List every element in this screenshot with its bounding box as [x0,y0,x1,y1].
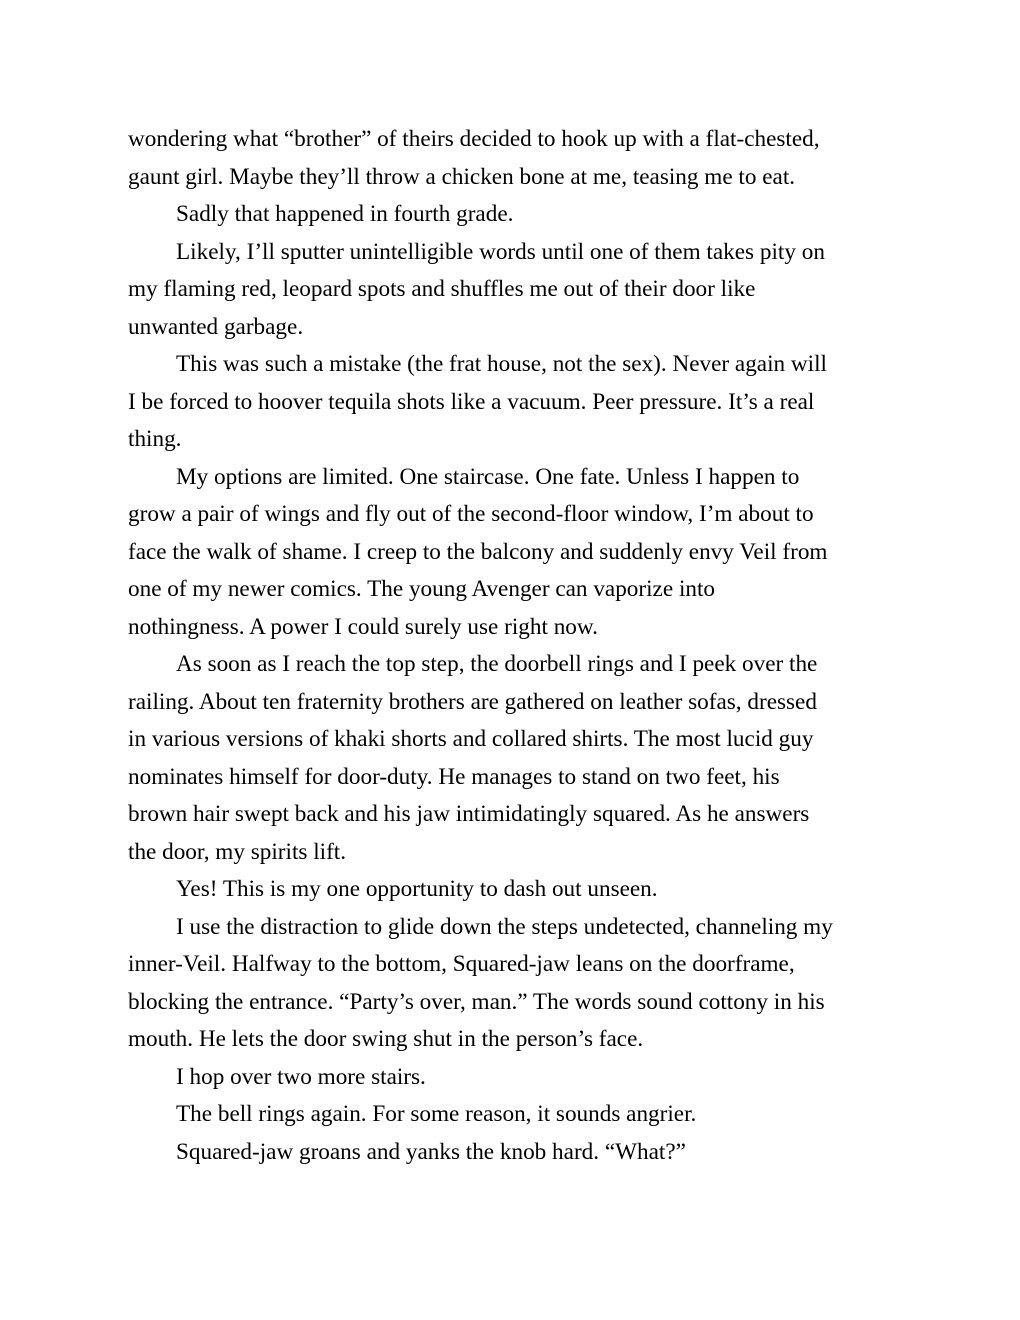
text-line: unwanted garbage. [128,313,304,340]
text-line: As soon as I reach the top step, the doorbell rings and I peek over the [176,651,818,677]
text-line: nothingness. A power I could surely use right now. [128,613,598,640]
text-line: The bell rings again. For some reason, it sounds angrier. [176,1101,697,1127]
text-line: brown hair swept back and his jaw intimidatingly squared. As he answers [128,801,810,827]
body-text [128,121,908,1171]
text-line: face the walk of shame. I creep to the balcony and suddenly envy Veil from [128,538,828,565]
text-line: one of my newer comics. The young Avenger can vaporize into [128,576,716,602]
text-line: Yes! This is my one opportunity to dash out unseen. [176,876,658,902]
text-line: my flaming red, leopard spots and shuffles me out of their door like [128,276,756,302]
text-line: mouth. He lets the door swing shut in the person’s face. [128,1026,644,1052]
text-line: Sadly that happened in fourth grade. [176,201,514,227]
text-line: wondering what “brother” of theirs decided to hook up with a flat-chested, [128,126,820,152]
text-line: This was such a mistake (the frat house, not the sex). Never again will [176,351,827,377]
text-line: thing. [128,426,182,452]
text-line: gaunt girl. Maybe they’ll throw a chicken bone at me, teasing me to eat. [128,163,796,190]
text-line: nominates himself for door-duty. He manages to stand on two feet, his [128,763,780,790]
text-line: Squared-jaw groans and yanks the knob hard. “What?” [176,1138,686,1165]
text-line: grow a pair of wings and fly out of the second-floor window, I’m about to [128,501,814,527]
text-line: I hop over two more stairs. [176,1063,426,1090]
text-line: Likely, I’ll sputter unintelligible words until one of them takes pity on [176,238,825,265]
text-line: in various versions of khaki shorts and collared shirts. The most lucid guy [128,726,814,752]
text-line: inner-Veil. Halfway to the bottom, Squared-jaw leans on the doorframe, [128,951,795,977]
text-line: I be forced to hoover tequila shots like a vacuum. Peer pressure. It’s a real [128,388,815,415]
text-line: I use the distraction to glide down the steps undetected, channeling my [176,913,833,940]
text-line: blocking the entrance. “Party’s over, man.” The words sound cottony in his [128,988,825,1015]
text-line: railing. About ten fraternity brothers are gathered on leather sofas, dressed [128,688,817,715]
text-line: the door, my spirits lift. [128,838,347,865]
text-line: My options are limited. One staircase. One fate. Unless I happen to [176,463,800,490]
